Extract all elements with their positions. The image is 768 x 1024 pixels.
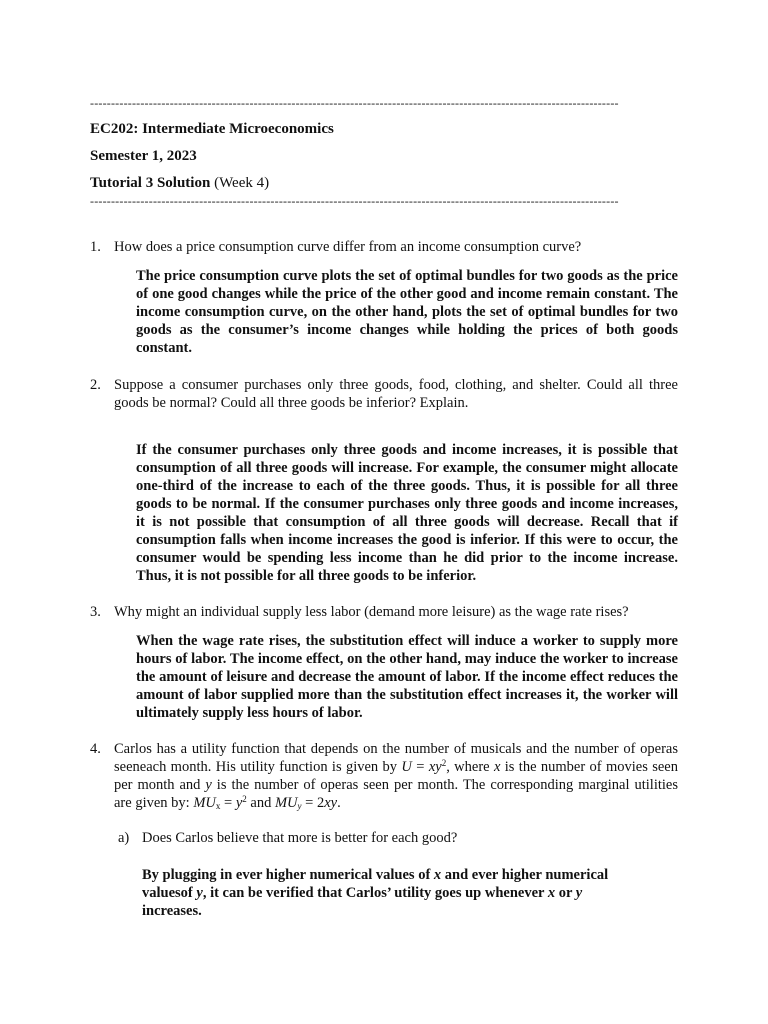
answer-2: If the consumer purchases only three goods and income increases, it is possible that consumption of all three goods will increase. For example, the consumer might allocate one-third of the increase to each of the three goods. Thus, it is possible for all three goods to be normal. If the consumer purchases only three goods and income increases, it is not possible that consumption of all three goods will decrease. Recall that if consumption falls when income increases the good is inferior. If this were to occur, the consumer would be spending less income than he did prior to the income increase. Thus, it is not possible for all three goods to be inferior. — [136, 442, 678, 584]
question-3 — [90, 603, 678, 621]
question-number: 1. — [90, 239, 101, 255]
subquestion-text: Does Carlos believe that more is better for each good? — [142, 830, 458, 846]
semester-label: Semester 1, 2023 — [90, 148, 197, 164]
answer-1: The price consumption curve plots the set of optimal bundles for two goods as the price of one good changes while the price of the other good and income remain constant. The income consumption curve, on the other hand, plots the set of optimal bundles for two goods as the consumer’s income changes while holding the prices of both goods constant. — [136, 268, 678, 356]
answer-4a: By plugging in ever higher numerical values of x and ever higher numerical valuesof y, it can be verified that Carlos’ utility goes up whenever x or y increases. — [142, 867, 609, 919]
question-text: Why might an individual supply less labor (demand more leisure) as the wage rate rises? — [114, 604, 629, 620]
subquestion-label: a) — [118, 830, 130, 846]
question-4 — [90, 740, 678, 812]
question-text: Carlos has a utility function that depends on the number of musicals and the number of operas seeneach month. His utility function is given by $U = xy^2$, where x is the number of movies seen per month and y is the number of operas seen per month. The corresponding marginal utilities are given by: $MU_x = y^2$ and $MU_y = 2xy$. — [114, 741, 678, 811]
header-rule-top: ------------------------------------------------------------------------------------------------------------------------------ — [90, 96, 619, 110]
course-title: EC202: Intermediate Microeconomics — [90, 121, 334, 137]
question-1 — [90, 238, 678, 256]
tutorial-title: Tutorial 3 Solution — [90, 175, 211, 191]
question-4a — [118, 829, 678, 847]
header-rule-bottom: ------------------------------------------------------------------------------------------------------------------------------ — [90, 194, 619, 208]
answer-3: When the wage rate rises, the substitution effect will induce a worker to supply more hours of labor. The income effect, on the other hand, may induce the worker to increase the amount of leisure and decrease the amount of labor. If the income effect reduces the amount of labor supplied more than the substitution effect increases it, the worker will ultimately supply less hours of labor. — [136, 633, 678, 721]
tutorial-label — [90, 174, 269, 192]
question-2 — [90, 376, 678, 412]
question-number: 3. — [90, 604, 101, 620]
question-text: Suppose a consumer purchases only three goods, food, clothing, and shelter. Could all three goods be normal? Could all three goods be inferior? Explain. — [114, 377, 678, 411]
question-text: How does a price consumption curve differ from an income consumption curve? — [114, 239, 582, 255]
question-number: 2. — [90, 377, 101, 393]
tutorial-week: (Week 4) — [214, 175, 270, 191]
question-number: 4. — [90, 741, 101, 757]
